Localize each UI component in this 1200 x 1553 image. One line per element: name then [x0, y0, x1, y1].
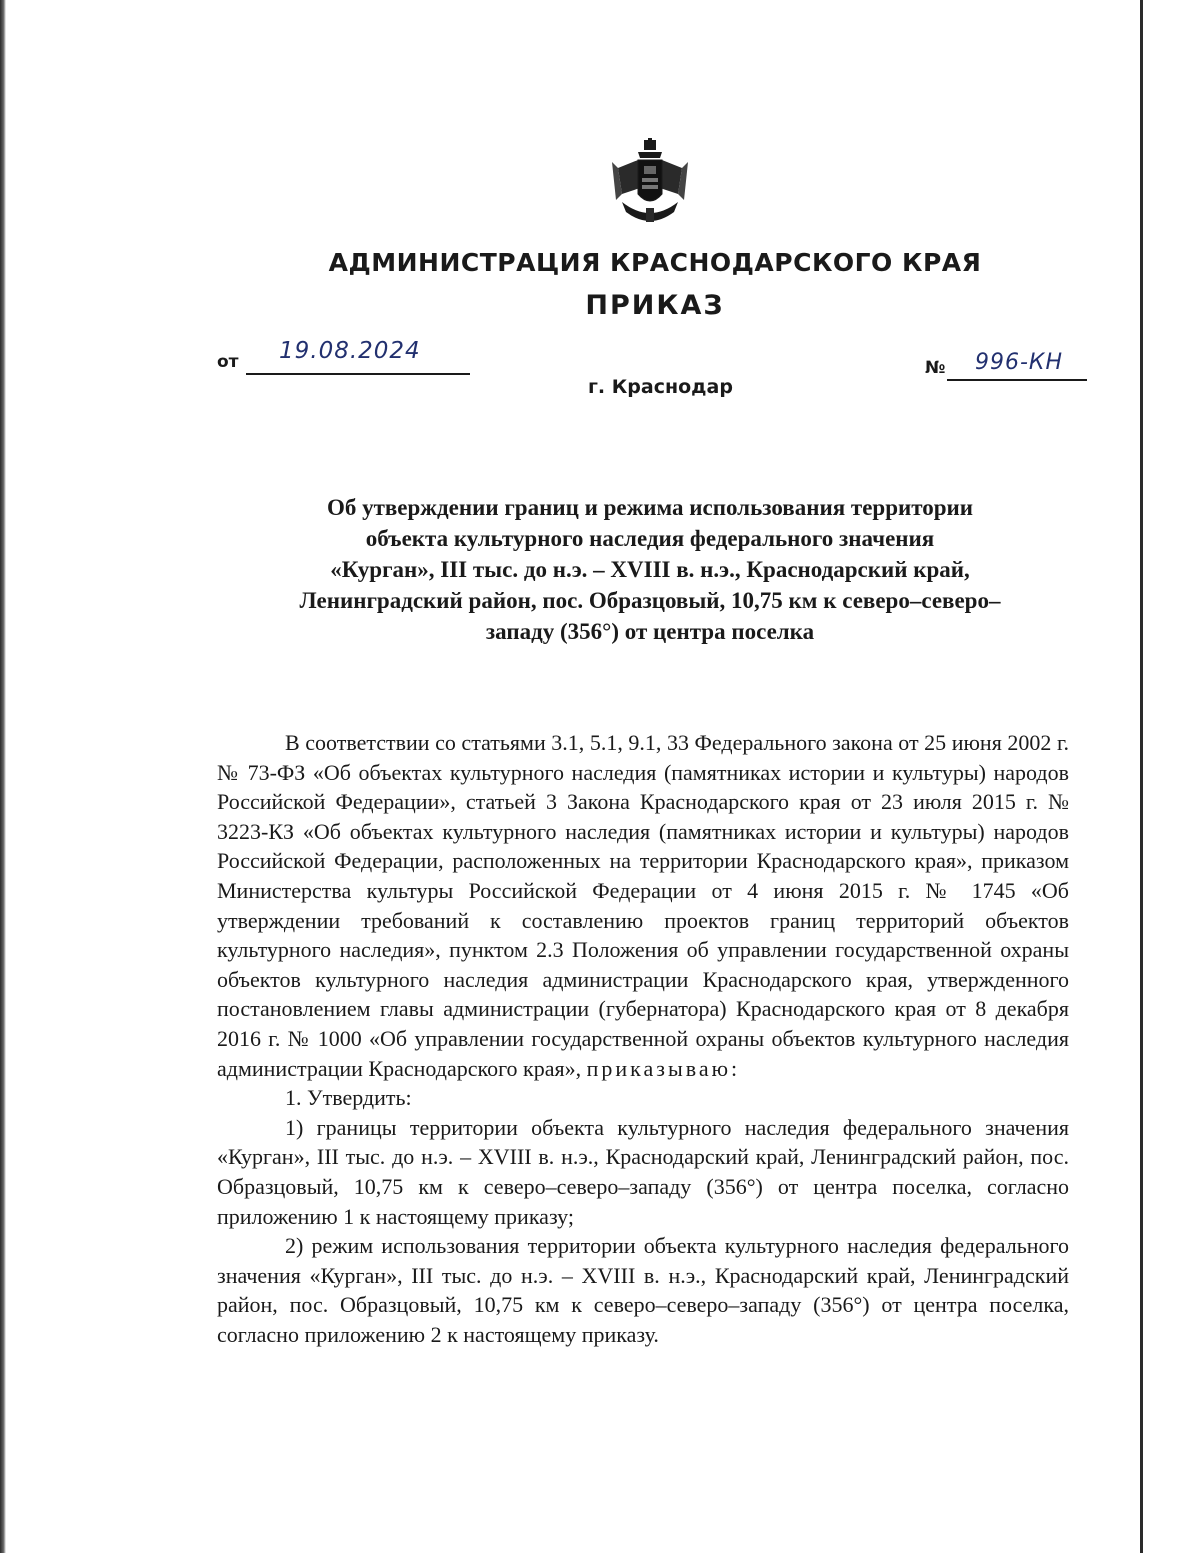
item-1-2: 2) режим использования территории объекта культурного наследия федерального значения «Курган», III тыс. до н.э. – XVIII в. н.э., Краснодарский край, Ленинградский район, пос. Образцовый, 10,75 км к северо–северо–западу (356°) от центра поселка, согласно приложению 2 к настоящему приказу. — [217, 1233, 1069, 1347]
preamble-paragraph — [217, 728, 1069, 1083]
order-word: приказываю: — [586, 1055, 741, 1081]
item-1-1: 1) границы территории объекта культурного наследия федерального значения «Курган», III тыс. до н.э. – XVIII в. н.э., Краснодарский край, Ленинградский район, пос. Образцовый, 10,75 км к северо–северо–западу (356°) от центра поселка, согласно приложению 1 к настоящему приказу; — [217, 1114, 1069, 1229]
item-1: 1. Утвердить: — [285, 1085, 412, 1111]
date-underline — [246, 373, 470, 375]
number-prefix: № — [925, 358, 946, 378]
title-line: «Курган», III тыс. до н.э. – XVIII в. н.э., Краснодарский край, — [330, 557, 970, 582]
scan-margin-right — [1143, 0, 1200, 1553]
title-line: Ленинградский район, пос. Образцовый, 10,75 км к северо–северо– — [299, 588, 1001, 613]
title-line: Об утверждении границ и режима использования территории — [326, 495, 974, 520]
coat-of-arms-icon — [608, 138, 692, 230]
number-underline — [947, 379, 1087, 381]
document-title — [230, 492, 1070, 647]
organization-name: АДМИНИСТРАЦИЯ КРАСНОДАРСКОГО КРАЯ — [328, 248, 982, 277]
scan-edge-left — [0, 0, 6, 1553]
date-prefix: от — [217, 352, 239, 372]
document-type: ПРИКАЗ — [585, 290, 725, 321]
title-line: западу (356°) от центра поселка — [485, 619, 815, 644]
preamble-text: В соответствии со статьями 3.1, 5.1, 9.1, 33 Федерального закона от 25 июня 2002 г. № 73-ФЗ «Об объектах культурного наследия (памятниках истории и культуры) народов Российской Федерации», статьей 3 Закона Краснодарского края от 23 июля 2015 г. № 3223-КЗ «Об объектах культурного наследия (памятниках истории и культуры) народов Российской Федерации, расположенных на территории Краснодарского края», приказом Министерства культуры Российской Федерации от 4 июня 2015 г. № 1745 «Об утверждении требований к составлению проектов границ территорий объектов культурного наследия», пунктом 2.3 Положения об управлении государственной охраны объектов культурного наследия администрации Краснодарского края, утвержденного постановлением главы администрации (губернатора) Краснодарского края от 8 декабря 2016 г. № 1000 «Об управлении государственной охраны объектов культурного наследия администрации Краснодарского края», — [217, 730, 1069, 1081]
city-label: г. Краснодар — [588, 376, 733, 398]
title-line: объекта культурного наследия федерального значения — [365, 526, 935, 551]
document-body — [217, 728, 1069, 1349]
handwritten-date: 19.08.2024 — [279, 338, 421, 364]
handwritten-number: 996-КН — [975, 350, 1064, 375]
